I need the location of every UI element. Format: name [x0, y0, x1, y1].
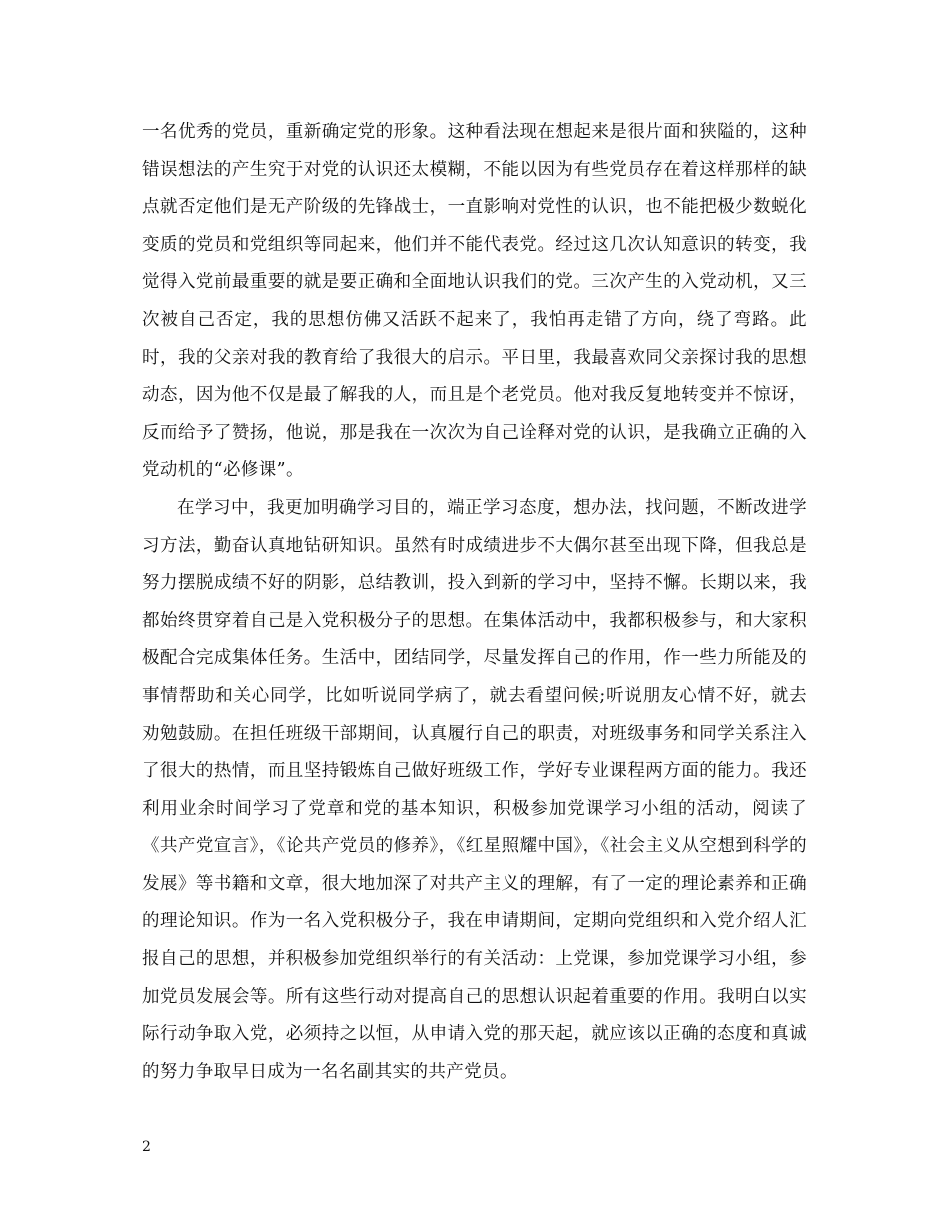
paragraph-1: 一名优秀的党员，重新确定党的形象。这种看法现在想起来是很片面和狭隘的，这种错误想法的产生究于对党的认识还太模糊，不能以因为有些党员存在着这样那样的缺点就否定他们是无产阶级的先锋战士，一直影响对党性的认识，也不能把极少数蜕化变质的党员和党组织等同起来，他们并不能代表党。经过这几次认知意识的转变，我觉得入党前最重要的就是要正确和全面地认识我们的党。三次产生的入党动机，又三次被自己否定，我的思想仿佛又活跃不起来了，我怕再走错了方向，绕了弯路。此时，我的父亲对我的教育给了我很大的启示。平日里，我最喜欢同父亲探讨我的思想动态，因为他不仅是最了解我的人，而且是个老党员。他对我反复地转变并不惊讶，反而给予了赞扬，他说，那是我在一次次为自己诠释对党的认识，是我确立正确的入党动机的“必修课”。 [142, 122, 807, 481]
paragraph-2: 在学习中，我更加明确学习目的，端正学习态度，想办法，找问题，不断改进学习方法，勤奋认真地钻研知识。虽然有时成绩进步不大偶尔甚至出现下降，但我总是努力摆脱成绩不好的阴影，总结教训，投入到新的学习中，坚持不懈。长期以来，我都始终贯穿着自己是入党积极分子的思想。在集体活动中，我都积极参与，和大家积极配合完成集体任务。生活中，团结同学，尽量发挥自己的作用，作一些力所能及的事情帮助和关心同学，比如听说同学病了，就去看望问候;听说朋友心情不好，就去劝勉鼓励。在担任班级干部期间，认真履行自己的职责，对班级事务和同学关系注入了很大的热情，而且坚持锻炼自己做好班级工作，学好专业课程两方面的能力。我还利用业余时间学习了党章和党的基本知识，积极参加党课学习小组的活动，阅读了《共产党宣言》，《论共产党员的修养》，《红星照耀中国》，《社会主义从空想到科学的发展》等书籍和文章，很大地加深了对共产主义的理解，有了一定的理论素养和正确的理论知识。作为一名入党积极分子，我在申请期间，定期向党组织和入党介绍人汇报自己的思想，并积极参加党组织举行的有关活动：上党课，参加党课学习小组，参加党员发展会等。所有这些行动对提高自己的思想认识起着重要的作用。我明白以实际行动争取入党，必须持之以恒，从申请入党的那天起，就应该以正确的态度和真诚的努力争取早日成为一名名副其实的共产党员。 [142, 497, 807, 1082]
page-number: 2 [142, 1139, 151, 1155]
document-body [142, 114, 807, 1091]
